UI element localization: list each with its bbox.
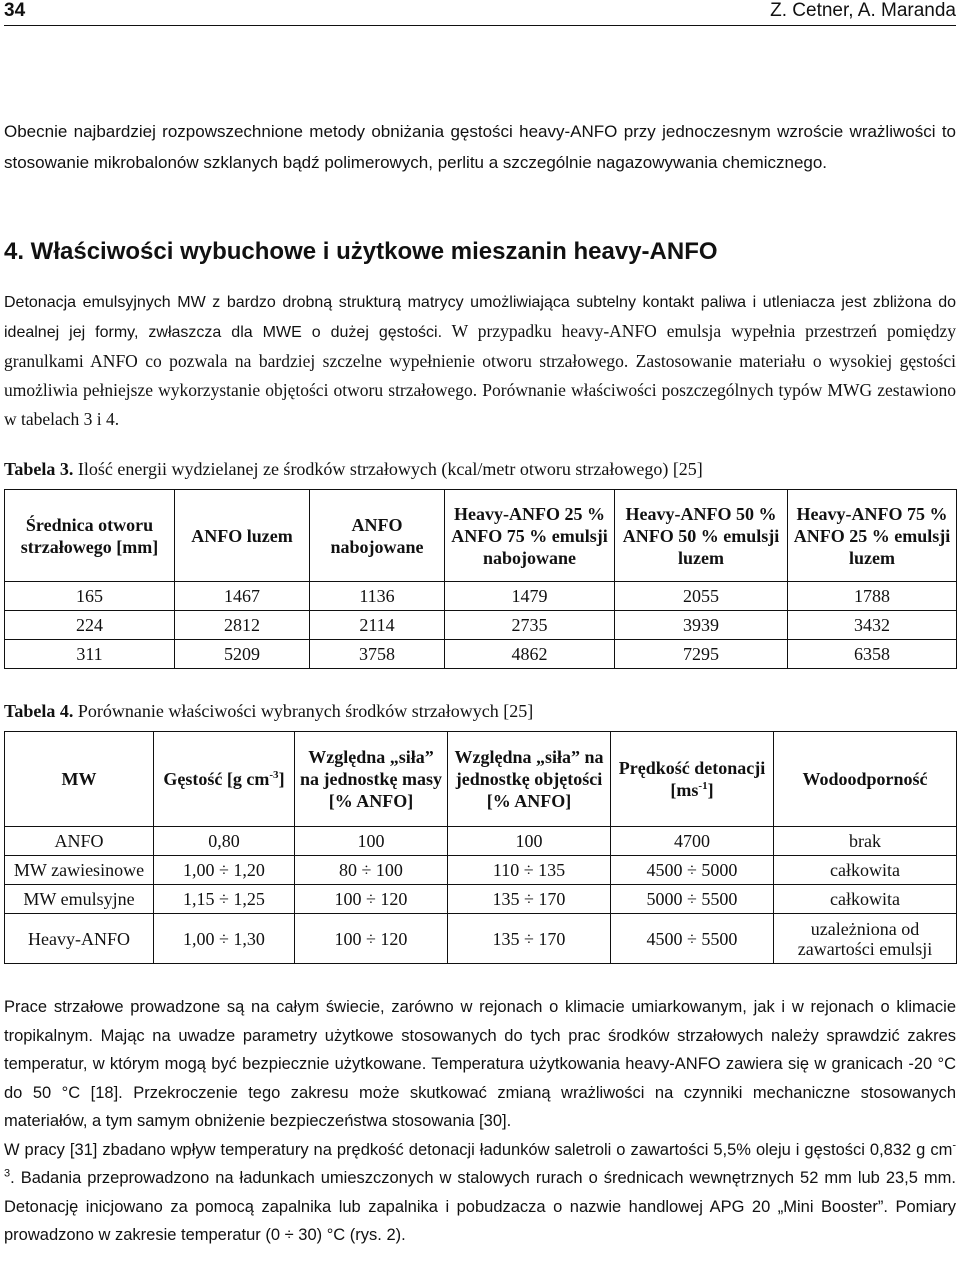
closing-paragraph-2	[4, 1136, 956, 1250]
table-cell: 1,00 ÷ 1,20	[154, 856, 295, 885]
table3-caption	[4, 459, 703, 480]
table3-header-cell: Heavy-ANFO 75 % ANFO 25 % emulsji luzem	[788, 490, 957, 582]
density-exponent: -3	[4, 1139, 956, 1180]
table-cell: 1479	[445, 582, 615, 611]
table-cell: 3758	[310, 640, 445, 669]
table-row	[5, 885, 957, 914]
table-cell: 5209	[175, 640, 310, 669]
table-cell: całkowita	[774, 885, 957, 914]
velocity-header-close: ]	[707, 780, 714, 800]
table-cell: 2055	[615, 582, 788, 611]
velocity-header-text: Prędkość detonacji [ms	[618, 758, 766, 800]
table-cell: 100 ÷ 120	[295, 885, 448, 914]
table-row	[5, 582, 957, 611]
table-cell: 1,15 ÷ 1,25	[154, 885, 295, 914]
table-row	[5, 827, 957, 856]
table3-caption-label: Tabela 3.	[4, 459, 74, 479]
table4-header-cell	[154, 732, 295, 827]
table-cell: 2812	[175, 611, 310, 640]
table-cell: całkowita	[774, 856, 957, 885]
table3-caption-text: Ilość energii wydzielanej ze środków strzałowych (kcal/metr otworu strzałowego) [25]	[73, 459, 703, 479]
density-header-text: Gęstość [g cm	[163, 769, 270, 789]
table4-header-cell: Względna „siła” na jednostkę objętości [% ANFO]	[448, 732, 611, 827]
table-cell: 4500 ÷ 5500	[611, 914, 774, 964]
table-cell: uzależniona od zawartości emulsji	[774, 914, 957, 964]
table4-header-cell: MW	[5, 732, 154, 827]
section-paragraph-part1: Detonacja emulsyjnych MW z bardzo drobną strukturą matrycy umożliwiająca subtelny kontakt paliwa i utleniacza jest zbliżona do idealnej jej formy, zwłaszcza dla MWE o dużej gęstości.	[4, 294, 956, 341]
table-cell: MW emulsyjne	[5, 885, 154, 914]
table-cell: 5000 ÷ 5500	[611, 885, 774, 914]
table4-caption-label: Tabela 4.	[4, 701, 74, 721]
table4	[4, 731, 957, 964]
running-authors: Z. Cetner, A. Maranda	[770, 0, 956, 21]
table-cell: 100	[448, 827, 611, 856]
table4-header-cell: Względna „siła” na jednostkę masy [% ANFO]	[295, 732, 448, 827]
table-row	[5, 914, 957, 964]
table-cell: 100	[295, 827, 448, 856]
table3-header-cell: Średnica otworu strzałowego [mm]	[5, 490, 175, 582]
table3-header-cell: Heavy-ANFO 50 % ANFO 50 % emulsji luzem	[615, 490, 788, 582]
intro-paragraph: Obecnie najbardziej rozpowszechnione metody obniżania gęstości heavy-ANFO przy jednoczesnym wzroście wrażliwości to stosowanie mikrobalonów szklanych bądź polimerowych, perlitu a szczególnie nagazowywania chemicznego.	[4, 122, 956, 172]
section-title: 4. Właściwości wybuchowe i użytkowe mieszanin heavy-ANFO	[4, 238, 718, 265]
table-cell: 100 ÷ 120	[295, 914, 448, 964]
table-row	[5, 856, 957, 885]
header-rule	[4, 25, 956, 26]
closing-paragraph-2-part2: . Badania przeprowadzono na ładunkach umieszczonych w stalowych rurach o średnicach wewnętrznych 52 mm lub 23,5 mm. Detonację inicjowano za pomocą zapalnika lub zapalnika i pobudzacza o nazwie handlowej APG 20 „Mini Booster”. Pomiary prowadzono w zakresie temperatur (0 ÷ 30) °C (rys. 2).	[4, 1169, 956, 1244]
closing-paragraph-1: Prace strzałowe prowadzone są na całym świecie, zarówno w rejonach o klimacie umiarkowanym, jak i w rejonach o klimacie tropikalnym. Mając na uwadze parametry użytkowe stosowanych do tych prac środków strzałowych należy sprawdzić zakres temperatur, w którym mogą być bezpiecznie użytkowane. Temperatura użytkowania heavy-ANFO zawiera się w granicach -20 °C do 50 °C [18]. Przekroczenie tego zakresu może skutkować zmianą wrażliwości na czynniki mechaniczne stosowanych materiałów, a tym samym obniżenie bezpieczeństwa stosowania [30].	[4, 998, 956, 1130]
table-cell: 135 ÷ 170	[448, 885, 611, 914]
table-cell: 4700	[611, 827, 774, 856]
table-cell: 7295	[615, 640, 788, 669]
table-cell: MW zawiesinowe	[5, 856, 154, 885]
table3-header-cell: ANFO luzem	[175, 490, 310, 582]
table4-header-cell: Wodoodporność	[774, 732, 957, 827]
table-cell: 6358	[788, 640, 957, 669]
velocity-unit-exponent: -1	[698, 780, 708, 792]
table3-header-row	[5, 490, 957, 582]
page-number: 34	[4, 0, 26, 21]
running-header	[4, 0, 956, 26]
table-cell: 1136	[310, 582, 445, 611]
table4-caption	[4, 701, 533, 722]
table-cell: 2735	[445, 611, 615, 640]
table-cell: 110 ÷ 135	[448, 856, 611, 885]
section-paragraph	[4, 287, 956, 434]
table-cell: Heavy-ANFO	[5, 914, 154, 964]
table3-header-cell: ANFO nabojowane	[310, 490, 445, 582]
density-unit-exponent: -3	[269, 769, 279, 781]
closing-paragraph-2-part1: W pracy [31] zbadano wpływ temperatury na prędkość detonacji ładunków saletroli o zawartości 5,5% oleju i gęstości 0,832 g cm	[4, 1140, 953, 1159]
table-cell: 1788	[788, 582, 957, 611]
table-cell: 3939	[615, 611, 788, 640]
table-cell: 2114	[310, 611, 445, 640]
table-cell: 1467	[175, 582, 310, 611]
table3	[4, 489, 957, 669]
table-cell: 80 ÷ 100	[295, 856, 448, 885]
table-cell: 224	[5, 611, 175, 640]
density-header-close: ]	[278, 769, 285, 789]
table-cell: ANFO	[5, 827, 154, 856]
table4-header-row	[5, 732, 957, 827]
closing-text	[4, 993, 956, 1250]
table-cell: 4862	[445, 640, 615, 669]
table4-caption-text: Porównanie właściwości wybranych środków strzałowych [25]	[73, 701, 534, 721]
table-cell: 311	[5, 640, 175, 669]
table-row	[5, 611, 957, 640]
table-cell: 165	[5, 582, 175, 611]
table-cell: 3432	[788, 611, 957, 640]
table-row	[5, 640, 957, 669]
table-cell: brak	[774, 827, 957, 856]
table-cell: 135 ÷ 170	[448, 914, 611, 964]
table-cell: 4500 ÷ 5000	[611, 856, 774, 885]
table4-header-cell	[611, 732, 774, 827]
table3-header-cell: Heavy-ANFO 25 % ANFO 75 % emulsji nabojowane	[445, 490, 615, 582]
table-cell: 1,00 ÷ 1,30	[154, 914, 295, 964]
table-cell: 0,80	[154, 827, 295, 856]
section-paragraph-part2: W przypadku heavy-ANFO emulsja wypełnia przestrzeń pomiędzy granulkami ANFO co pozwala na bardziej szczelne wypełnienie otworu strzałowego. Zastosowanie materiału o wysokiej gęstości umożliwia pełniejsze wykorzystanie objętości otworu strzałowego. Porównanie właściwości poszczególnych typów MWG zestawiono w tabelach 3 i 4.	[4, 321, 956, 429]
